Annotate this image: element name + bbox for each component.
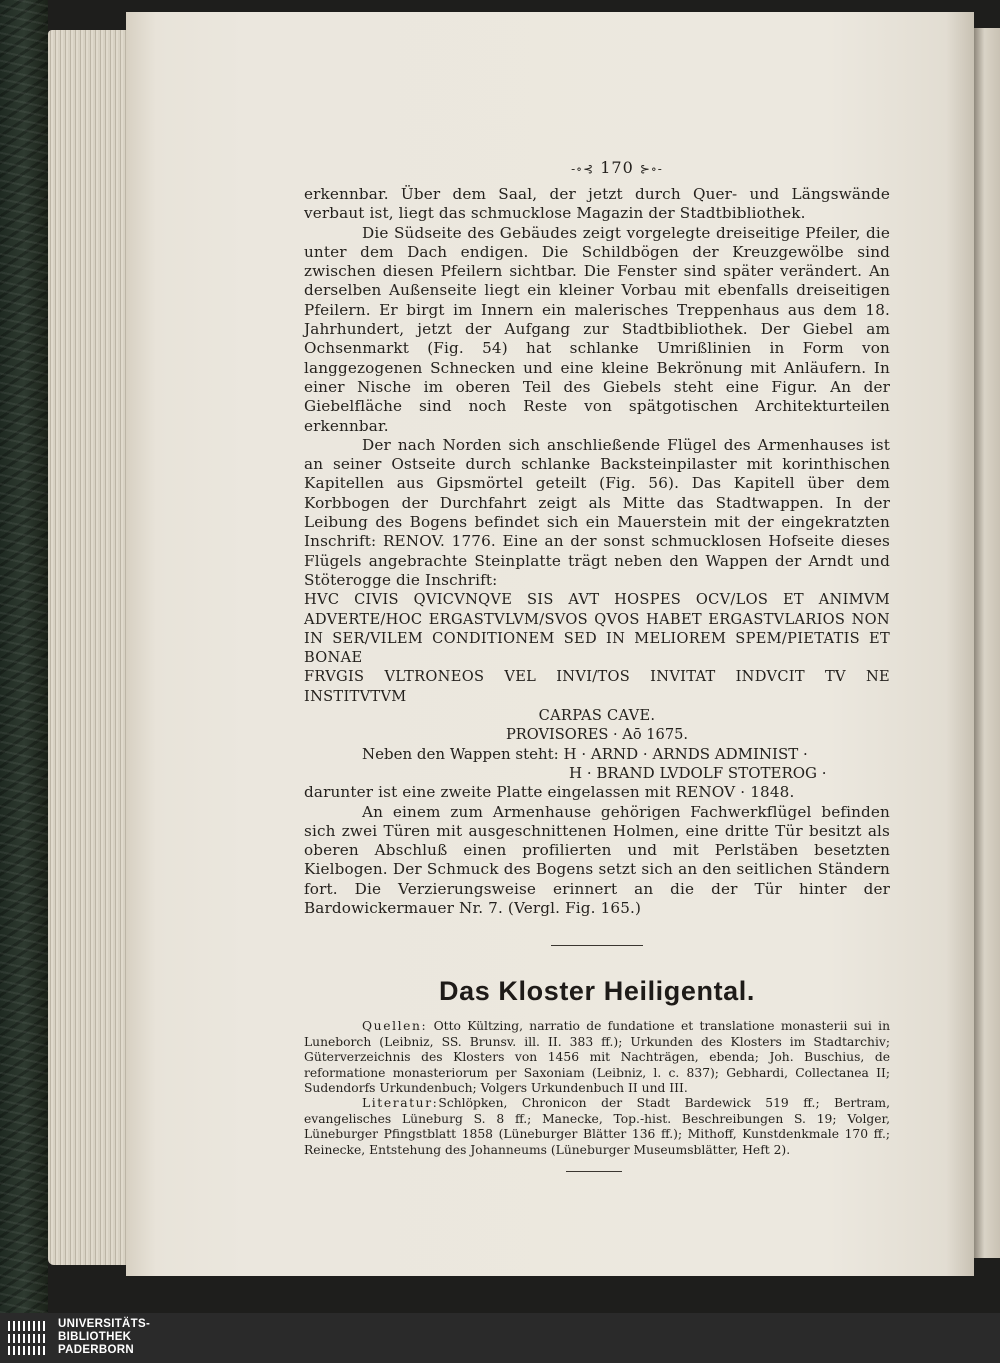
closing-divider: [566, 1171, 622, 1172]
quellen-label: Quellen:: [362, 1019, 428, 1034]
library-footer-bar: [0, 1313, 1000, 1363]
latin-inscription: [304, 590, 890, 725]
inscription-line: ADVERTE/HOC ERGASTVLVM/SVOS QVOS HABET ERGASTVLARIOS NON: [304, 610, 890, 628]
quellen-text: Otto Kültzing, narratio de fundatione et translatione monasterii sui in Luneborch (Leibniz, SS. Brunsv. ill. II. 383 ff.); Urkunden des Klosters im Stadtarchiv; Güterverzeichnis des Klosters von 1456 mit Nachträgen, ebenda; Joh. Buschius, de reformatione monasteriorum per Saxoniam (Leibniz, l. c. 837); Gebhardi, Collectanea II; Sudendorfs Urkundenbuch; Volgers Urkundenbuch II und III.: [304, 1019, 890, 1095]
paragraph-renov: darunter ist eine zweite Platte eingelassen mit RENOV · 1848.: [304, 783, 795, 802]
page-header: [344, 158, 890, 177]
paragraph-fachwerk: An einem zum Armenhause gehörigen Fachwerkflügel befinden sich zwei Türen mit ausgeschnittenen Holmen, eine dritte Tür besitzt als oberen Abschluß einen profilierten und mit Perlstäben besetzten Kielbogen. Der Schmuck des Bogens setzt sich an den seitlichen Ständern fort. Die Verzierungsweise erinnert an die der Tür hinter der Bardowickermauer Nr. 7. (Vergl. Fig. 165.): [304, 802, 890, 917]
header-ornament-left: -∘⊰: [571, 162, 595, 176]
literatur-text: Schlöpken, Chronicon der Stadt Bardewick 519 ff.; Bertram, evangelisches Lüneburg S. 8 ff.; Manecke, Top.-hist. Beschreibungen S. 19; Volger, Lüneburger Pfingstblatt 1858 (Lüneburger Blätter 136 ff.); Mithoff, Kunstdenkmale 170 ff.; Reinecke, Entstehung des Johanneums (Lüneburger Museumsblätter, Heft 2).: [304, 1096, 890, 1157]
page-text-block: [304, 158, 890, 1172]
inscription-line: HVC CIVIS QVICVNQVE SIS AVT HOSPES OCV/LOS ET ANIMVM: [304, 591, 890, 609]
header-ornament-right: ⊱∘-: [639, 162, 663, 176]
inscription-line: CARPAS CAVE.: [538, 707, 656, 725]
inscription-line: IN SER/VILEM CONDITIONEM SED IN MELIOREM SPEM/PIETATIS ET BONAE: [304, 629, 890, 667]
logo-line-1: UNIVERSITÄTS-: [58, 1318, 151, 1330]
page-number: 170: [600, 158, 634, 177]
library-logo-text: [58, 1318, 150, 1357]
inscription-line: FRVGIS VLTRONEOS VEL INVI/TOS INVITAT INDVCIT TV NE INSTITVTVM: [304, 668, 890, 705]
university-library-logo-icon: [8, 1319, 48, 1357]
page-edges: [48, 30, 136, 1265]
literatur-paragraph: [304, 1096, 890, 1158]
logo-line-3: PADERBORN: [58, 1344, 134, 1356]
literatur-label: Literatur:: [362, 1096, 439, 1111]
provisores-line: PROVISORES · Aō 1675.: [505, 726, 689, 744]
logo-line-2: BIBLIOTHEK: [58, 1331, 132, 1343]
section-divider: [551, 945, 643, 946]
wappen-line-1: Neben den Wappen steht: H · ARND · ARNDS ADMINIST ·: [362, 744, 808, 763]
section-heading: Das Kloster Heiligental.: [439, 976, 755, 1007]
wappen-line-2: H · BRAND LVDOLF STOTEROG ·: [569, 763, 827, 782]
quellen-paragraph: [304, 1019, 890, 1096]
paragraph-suedseite: Die Südseite des Gebäudes zeigt vorgelegte dreiseitige Pfeiler, die unter dem Dach endigen. Die Schildbögen der Kreuzgewölbe sind zwischen diesen Pfeilern sichtbar. Die Fenster sind später verändert. An derselben Außenseite liegt ein kleiner Vorbau mit ebenfalls dreiseitigen Pfeilern. Er birgt im Innern ein malerisches Treppenhaus aus dem 18. Jahrhundert, jetzt der Aufgang zur Stadtbibliothek. Der Giebel am Ochsenmarkt (Fig. 54) hat schlanke Umrißlinien in Form von langgezogenen Schnecken und eine kleine Bekrönung mit Anläufern. In einer Nische im oberen Teil des Giebels steht eine Figur. An der Giebelfläche sind noch Reste von spätgotischen Architekturteilen erkennbar.: [304, 223, 890, 435]
next-page-edge: [974, 28, 1000, 1258]
book-binding: [0, 0, 48, 1313]
paragraph-nordfluegel: Der nach Norden sich anschließende Flügel des Armenhauses ist an seiner Ostseite durch schlanke Backsteinpilaster mit korinthischen Kapitellen aus Gipsmörtel geteilt (Fig. 56). Das Kapitell über dem Korbbogen der Durchfahrt zeigt als Mitte das Stadtwappen. In der Leibung des Bogens befindet sich ein Mauerstein mit der eingekratzten Inschrift: RENOV. 1776. Eine an der sonst schmucklosen Hofseite dieses Flügels angebrachte Steinplatte trägt neben den Wappen der Arndt und Stöterogge die Inschrift:: [304, 435, 890, 589]
paragraph-saal: erkennbar. Über dem Saal, der jetzt durch Quer- und Längswände verbaut ist, liegt das schmucklose Magazin der Stadtbibliothek.: [304, 185, 890, 223]
